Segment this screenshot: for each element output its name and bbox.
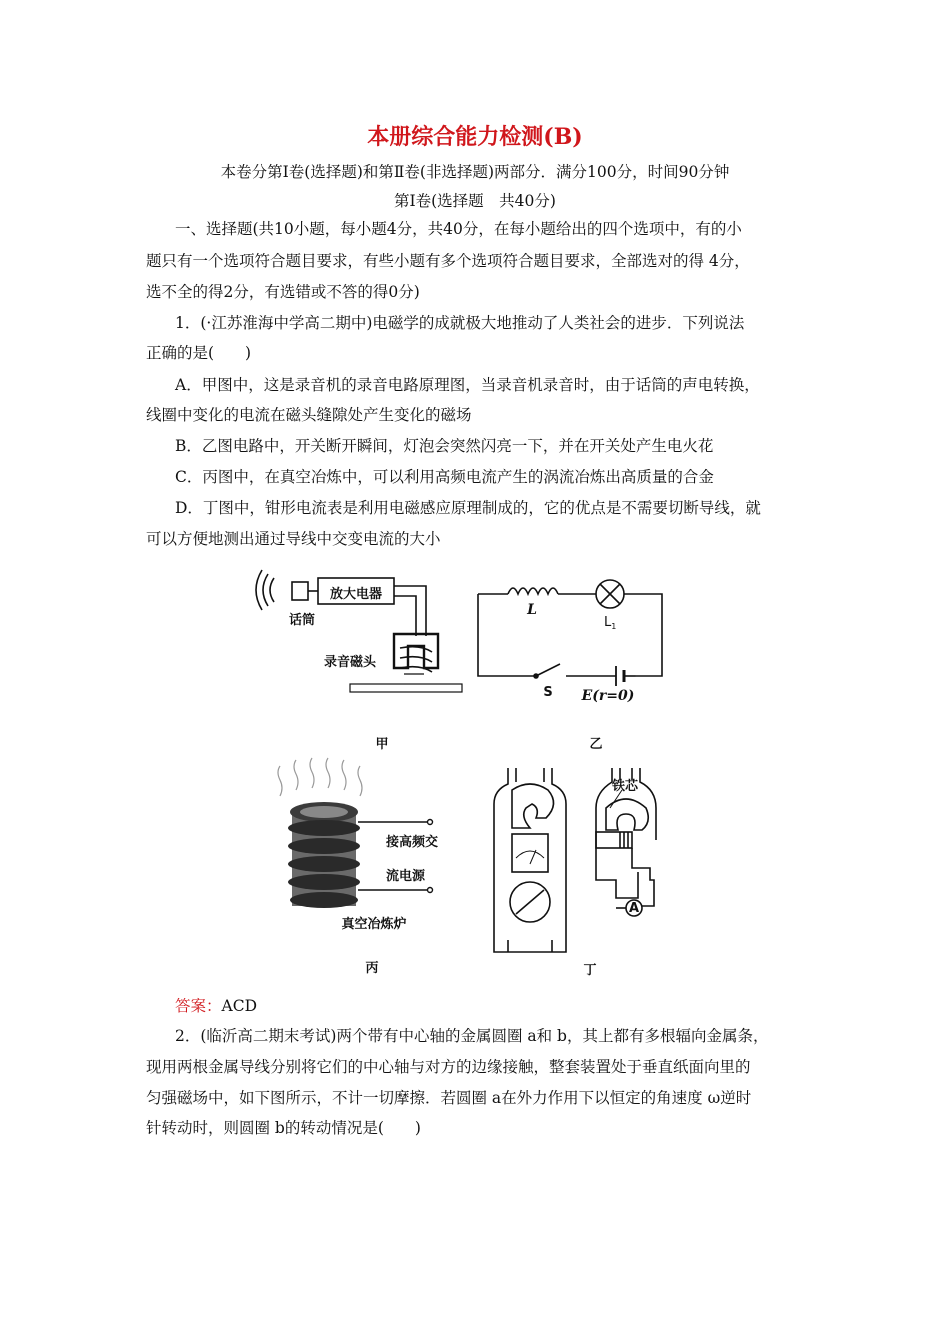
instructions-line-2: 题只有一个选项符合题目要求，有些小题有多个选项符合题目要求，全部选对的得 4分， (146, 252, 750, 270)
figure-ding (494, 768, 656, 952)
source-label: E(r=0) (581, 688, 635, 704)
caption-bing: 丙 (365, 961, 379, 976)
q1-option-d-line-1: D．丁图中，钳形电流表是利用电磁感应原理制成的，它的优点是不需要切断导线，就 (175, 499, 761, 517)
q1-stem-line-2: 正确的是( ) (146, 344, 252, 362)
instructions-line-1: 一、选择题(共10小题，每小题4分，共40分，在每小题给出的四个选项中，有的小 (175, 220, 742, 238)
instructions-line-3: 选不全的得2分，有选错或不答的得0分) (146, 283, 420, 301)
mic-label: 话筒 (288, 613, 316, 628)
q1-option-c: C．丙图中，在真空冶炼中，可以利用高频电流产生的涡流冶炼出高质量的合金 (175, 468, 714, 486)
iron-core-label: 铁芯 (612, 779, 639, 794)
lamp-label: $L_1$ (604, 615, 617, 631)
caption-jia: 甲 (375, 737, 389, 752)
q1-option-a-line-1: A．甲图中，这是录音机的录音电路原理图，当录音机录音时，由于话筒的声电转换， (175, 376, 760, 394)
q2-line-1: 2．(临沂高二期末考试)两个带有中心轴的金属圆圈 a和 b，其上都有多根辐向金属条， (175, 1027, 769, 1045)
q1-figure (250, 568, 690, 988)
caption-yi: 乙 (589, 737, 603, 752)
furnace-label: 真空冶炼炉 (341, 917, 407, 932)
q1-answer (175, 994, 257, 1016)
ammeter-label: A (628, 901, 640, 916)
exam-intro: 本卷分第Ⅰ卷(选择题)和第Ⅱ卷(非选择题)两部分．满分100分，时间90分钟 (220, 163, 730, 181)
q1-option-a-line-2: 线圈中变化的电流在磁头缝隙处产生变化的磁场 (146, 406, 472, 424)
section-heading: 第Ⅰ卷(选择题 共40分) (394, 192, 556, 210)
q2-line-2: 现用两根金属导线分别将它们的中心轴与对方的边缘接触，整套装置处于垂直纸面向里的 (146, 1058, 751, 1076)
hf-label-2: 流电源 (386, 869, 426, 884)
q1-option-d-line-2: 可以方便地测出通过导线中交变电流的大小 (146, 530, 441, 548)
record-head-label: 录音磁头 (323, 655, 377, 670)
hf-label-1: 接高频交 (386, 835, 439, 850)
q1-stem-line-1: 1．(·江苏淮海中学高二期中)电磁学的成就极大地推动了人类社会的进步．下列说法 (175, 314, 745, 332)
q2-line-4: 针转动时，则圆圈 b的转动情况是( ) (146, 1119, 421, 1137)
page-title: 本册综合能力检测(B) (367, 124, 583, 150)
inductor-label: L (527, 602, 537, 618)
amplifier-label: 放大电器 (329, 587, 383, 602)
q1-option-b: B．乙图电路中，开关断开瞬间，灯泡会突然闪亮一下，并在开关处产生电火花 (175, 437, 714, 455)
switch-label: S (543, 685, 553, 700)
q2-line-3: 匀强磁场中，如下图所示，不计一切摩擦．若圆圈 a在外力作用下以恒定的角速度 ω逆时 (146, 1089, 752, 1107)
figure-bing (278, 758, 433, 908)
figure-yi (478, 580, 662, 686)
answer-label: 答案： (175, 997, 222, 1015)
caption-ding: 丁 (583, 963, 597, 978)
answer-value: ACD (221, 997, 257, 1015)
